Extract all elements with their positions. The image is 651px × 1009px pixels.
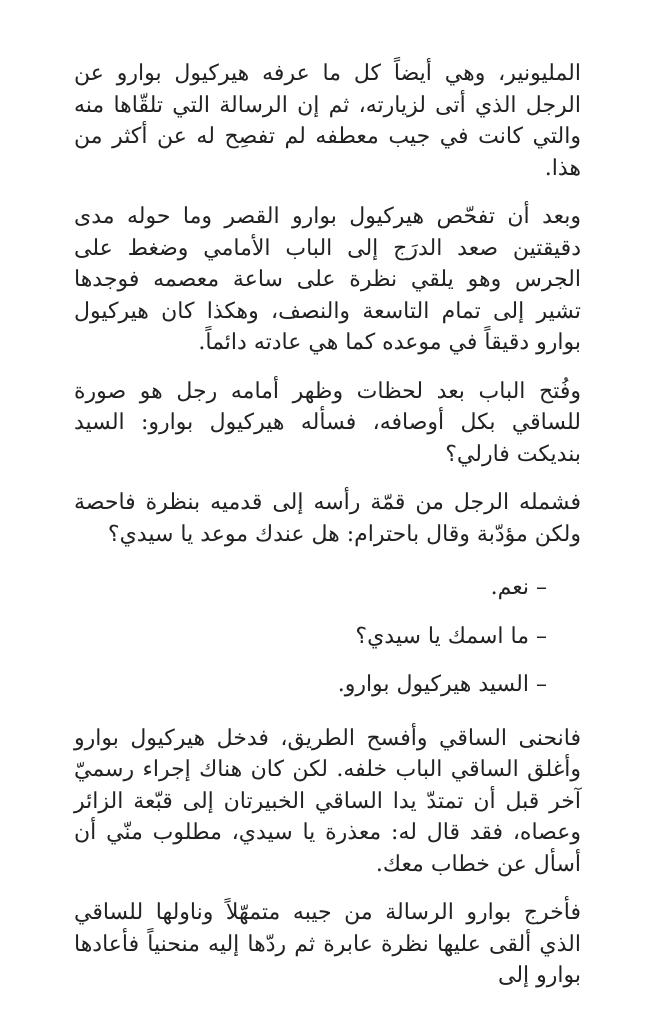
- paragraph: المليونير، وهي أيضاً كل ما عرفه هيركيول بوارو عن الرجل الذي أتى لزيارته، ثم إن الرسالة التي تلقّاها منه والتي كانت في جيب معطفه لم تفصِح له عن أكثر من هذا.: [74, 61, 581, 181]
- dialogue-line: – السيد هيركيول بوارو.: [337, 672, 547, 697]
- paragraph: فشمله الرجل من قمّة رأسه إلى قدميه بنظرة فاحصة ولكن مؤدّبة وقال باحترام: هل عندك موعد يا سيدي؟: [74, 490, 581, 547]
- dialogue-line: – نعم.: [490, 575, 547, 600]
- paragraph: فانحنى الساقي وأفسح الطريق، فدخل هيركيول بوارو وأغلق الساقي الباب خلفه. لكن كان هناك إجراء رسميّ آخر قبل أن تمتدّ يدا الساقي الخبيرتان إلى قبّعة الزائر وعصاه، فقد قال له: معذرة يا سيدي، مطلوب منّي أن أسأل عن خطاب معك.: [74, 725, 581, 877]
- paragraph: وفُتح الباب بعد لحظات وظهر أمامه رجل هو صورة للساقي بكل أوصافه، فسأله هيركيول بوارو: السيد بنديكت فارلي؟: [74, 378, 581, 467]
- book-page: [74, 58, 581, 1009]
- paragraph: فأخرج بوارو الرسالة من جيبه متمهّلاً وناولها للساقي الذي ألقى عليها نظرة عابرة ثم ردّها إليه منحنياً فأعادها بوارو إلى: [74, 900, 581, 988]
- dialogue-line: – ما اسمك يا سيدي؟: [355, 623, 547, 649]
- paragraph: وبعد أن تفحّص هيركيول بوارو القصر وما حوله مدى دقيقتين صعد الدرَج إلى الباب الأمامي وضغط على الجرس وهو يلقي نظرة على ساعة معصمه فوجدها تشير إلى تمام التاسعة والنصف، وهكذا كان هيركيول بوارو دقيقاً في موعده كما هي عادته دائماً.: [74, 204, 581, 355]
